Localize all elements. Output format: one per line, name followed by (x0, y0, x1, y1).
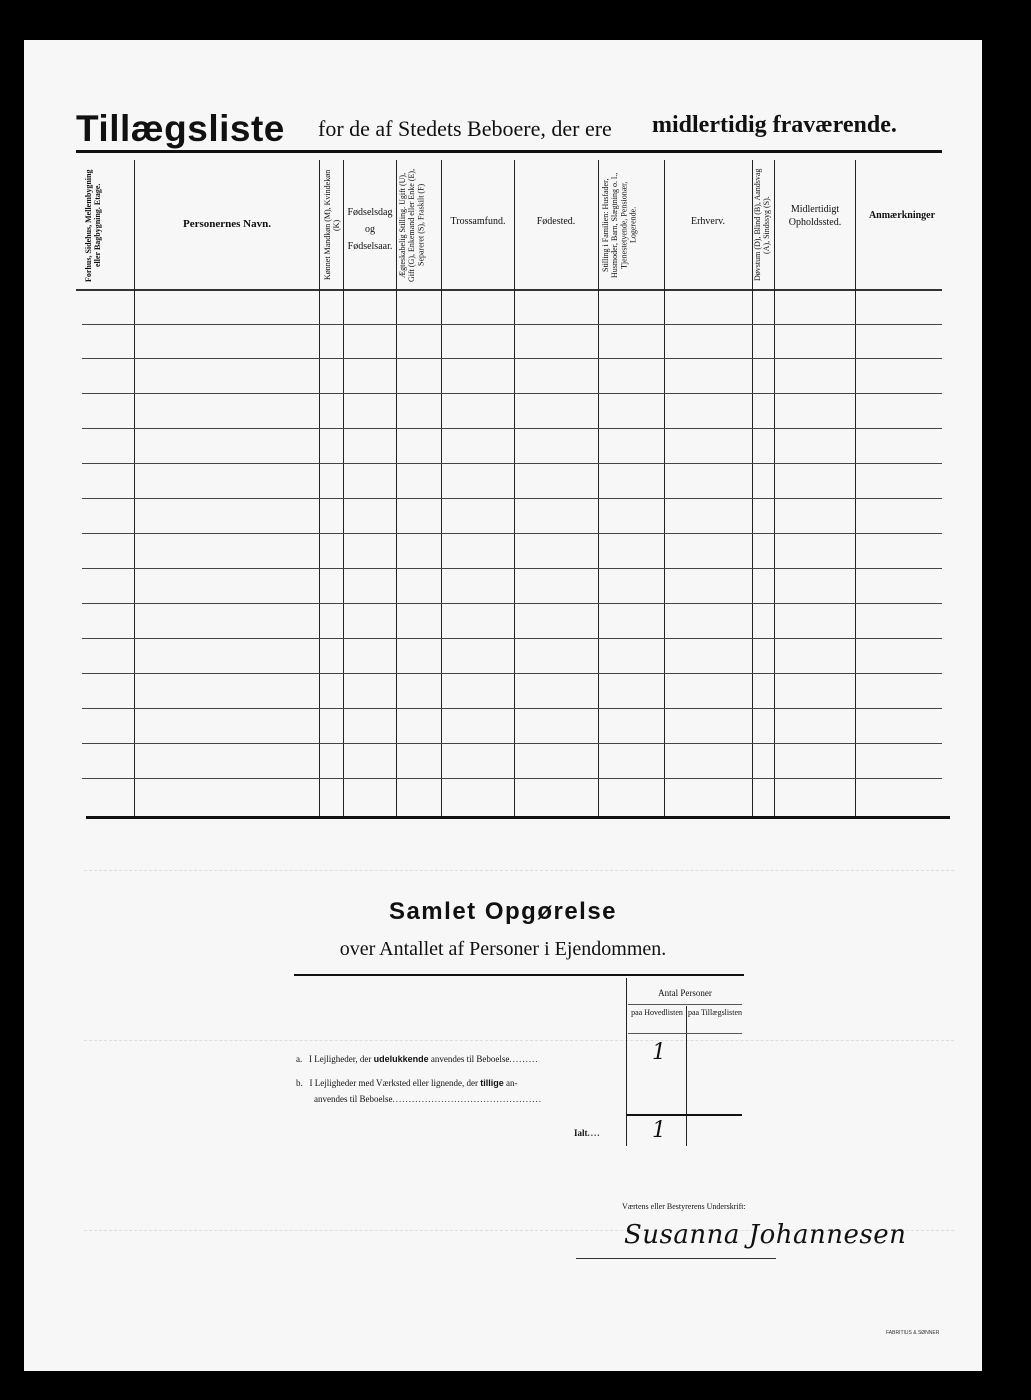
summary-row-b (296, 1078, 518, 1088)
table-row (82, 324, 942, 325)
column-divider (855, 160, 856, 816)
table-row (82, 568, 942, 569)
col-header-names: Personernes Navn. (183, 218, 271, 230)
total-main-count: 1 (652, 1118, 666, 1143)
column-divider (319, 160, 320, 816)
summary-row-a: a. I Lejligheder, der udelukkende anvendes til Beboelse......... (296, 1054, 539, 1064)
summary-title: Samlet Opgørelse (388, 898, 618, 925)
column-divider (774, 160, 775, 816)
row-b-emphasis: tillige (480, 1078, 504, 1088)
form-title: Tillægsliste (76, 108, 285, 149)
top-rule (76, 150, 942, 153)
table-row (82, 743, 942, 744)
row-b-text: I Lejligheder med Værksted eller lignende, der (309, 1078, 479, 1088)
col-header-religion: Trossamfund. (450, 216, 506, 227)
summary-divider (686, 1006, 687, 1146)
table-bottom-rule (86, 816, 950, 819)
table-row (82, 463, 942, 464)
signature: Susanna Johannesen (624, 1220, 907, 1250)
form-subtitle: for de af Stedets Beboere, der ere (318, 116, 612, 141)
census-form-sheet (24, 40, 982, 1371)
row-b-text-end: anvendes til Beboelse (314, 1094, 393, 1104)
summary-col-supp: paa Tillægslisten (688, 1008, 743, 1017)
row-a-text: I Lejligheder, der (309, 1054, 372, 1064)
col-header-marital: Ægteskabelig Stilling. Ugift (U), Gift (G), Enkemand eller Enke (E), Separeret (S), Fraskilt (F) (398, 168, 426, 282)
row-a-text-end: anvendes til Beboelse (430, 1054, 510, 1064)
col-header-family: Stilling i Familien: Husfader, Husmoder, Barn, Slægtning o. l., Tjenestetyende, Pensionær, Logerende. (601, 172, 638, 278)
printer-mark: FABRITIUS & SØNNER (886, 1330, 940, 1336)
col-header-remarks: Anmærkninger (868, 210, 936, 221)
summary-total-rule (626, 1114, 742, 1116)
col-header-location: Forhus, Sidehus, Mellembygning eller Bagbygning. Etage. (84, 169, 103, 282)
summary-top-rule (294, 974, 744, 976)
table-row (82, 603, 942, 604)
row-b-letter: b. (296, 1078, 303, 1088)
signature-line (576, 1258, 776, 1259)
table-row (82, 533, 942, 534)
col-header-gender: Kønnet Mandkøn (M), Kvindekøn (K) (323, 169, 342, 281)
column-divider (664, 160, 665, 816)
table-row (82, 638, 942, 639)
col-header-birth: Fødselsdag og Fødselsaar. (347, 207, 393, 252)
table-row (82, 673, 942, 674)
summary-header-rule (628, 1033, 742, 1034)
col-header-birthplace: Fødested. (536, 216, 576, 227)
summary-subtitle: over Antallet af Personer i Ejendommen. (339, 938, 667, 960)
summary-row-b-line2: anvendes til Beboelse.............................................. (314, 1094, 542, 1104)
row-a-emphasis: udelukkende (373, 1054, 429, 1064)
signature-label: Værtens eller Bestyrerens Underskrift: (622, 1202, 746, 1211)
row-b-hyphen: an- (506, 1078, 518, 1088)
table-row (82, 358, 942, 359)
table-row (82, 708, 942, 709)
table-row (82, 778, 942, 779)
row-a-main-count: 1 (652, 1040, 666, 1065)
column-divider (441, 160, 442, 816)
bleed-through-line (84, 1040, 954, 1041)
column-divider (343, 160, 344, 816)
row-a-letter: a. (296, 1054, 303, 1064)
header-rule (76, 289, 942, 291)
col-header-disability: Døvstum (D), Blind (B), Aandsvag (A), Sindssyg (S). (753, 168, 772, 282)
bleed-through-line (84, 870, 954, 871)
col-header-residence: Midlertidigt Opholdssted. (788, 204, 842, 228)
summary-col-group: Antal Personer (658, 988, 712, 998)
total-label-text: Ialt (574, 1128, 588, 1138)
table-row (82, 498, 942, 499)
form-subtitle-emphasis: midlertidig fraværende. (652, 112, 897, 138)
table-row (82, 428, 942, 429)
column-divider (134, 160, 135, 816)
table-row (82, 393, 942, 394)
summary-total-label: Ialt.... (574, 1128, 601, 1138)
summary-col-main: paa Hovedlisten (631, 1008, 683, 1017)
col-header-occupation: Erhverv. (690, 216, 726, 227)
column-divider (514, 160, 515, 816)
summary-header-rule (628, 1004, 742, 1005)
column-divider (598, 160, 599, 816)
